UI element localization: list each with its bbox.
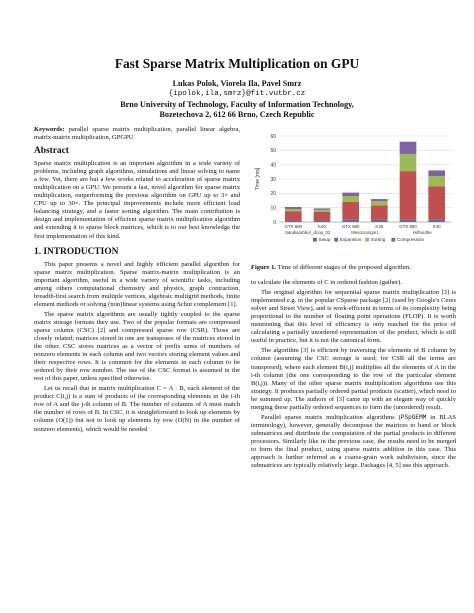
bar-segment xyxy=(314,210,331,212)
bar-segment xyxy=(371,206,388,220)
x-group-label: Sandia/ubbor_dcop_02 xyxy=(284,230,331,235)
affiliation-line-2: Bozetechova 2, 612 66 Brno, Czech Republic xyxy=(159,110,315,120)
legend-swatch xyxy=(365,238,369,242)
paper-title: Fast Sparse Matrix Multiplication on GPU xyxy=(114,56,360,71)
bar-segment xyxy=(400,171,417,220)
abstract-heading: Abstract xyxy=(34,146,69,157)
intro-paragraph-2: The sparse matrix algorithms are usually tightly coupled to the sparse matrix storage formats they use. Two of the popular formats are compressed sparse column (CSC) [2] and compressed sparse row (CSR). Those are closely related; matrices stored in one are transposes of the matrices stored in the other. CSC stores matrices as a vector of prefix sums of numbers of nonzero elements in each column and two vectors storing element values and their respective rows. It is common for the elements in each column to be ordered by their row number. The use of the CSC format is assumed in the rest of this paper, unless specified otherwise. xyxy=(34,310,240,383)
right-paragraph-1: to calculate the elements of C in ordered fashion (gather). xyxy=(251,279,402,287)
x-tick-label: K40 xyxy=(432,224,441,229)
chart-legend xyxy=(313,237,424,242)
legend-swatch xyxy=(391,238,395,242)
y-tick-label: 40 xyxy=(270,162,276,169)
x-tick-label: K40 xyxy=(375,224,384,229)
author-names: Lukas Polok, Viorela Ila, Pavel Smrz xyxy=(172,79,302,88)
pspgemm-term: PSpGEMM xyxy=(400,413,427,421)
right-paragraph-4-lead: Parallel sparse matrix multiplication algorithms ( xyxy=(261,413,401,421)
bar-segment xyxy=(400,142,417,154)
y-tick-label: 0 xyxy=(273,219,276,226)
y-axis-label: Time [ms] xyxy=(255,167,261,191)
legend-label: Compression xyxy=(396,237,425,242)
left-column xyxy=(34,126,240,436)
keywords-text: parallel sparse matrix multiplication, parallel linear algebra, matrix-matrix multiplication, GPGPU xyxy=(34,126,241,142)
right-paragraph-2: The original algorithm for sequential sparse matrix multiplication [3] is implemented e.g. in the popular CSparse package [2] (used by Google's Ceres solver and Street View), and is work-efficient in terms of its complexity being proportional to the number of floating point operations (FLOP). It is worth mentioning that this level of efficiency is only reached for the price of calculating a partially unordered representation of the product, which is still useful in practice, but it is not the canonical form. xyxy=(251,289,456,345)
chart-bars xyxy=(285,142,445,222)
legend-swatch xyxy=(334,238,338,242)
bar-segment xyxy=(371,201,388,205)
legend-label: Expansion xyxy=(339,237,362,242)
right-paragraph-3: The algorithm [3] is efficient by traversing the elements of B column by column (assuming the CSC storage is used; for CSR all the terms are transposed), where each element B(i,j) multiplies all the elements of A in the i-th column (the one corresponding to the row of the particular element B(i,j)). Many of the other sparse matrix multiplication algorithms use this strategy. It produces partially ordered partial products (scatter), which need to be summed up. The authors of [3] came up with an elegant way of quickly merging these partially ordered sequences to form the (unordered) result. xyxy=(251,347,456,411)
keywords xyxy=(34,126,240,142)
right-paragraph-4 xyxy=(251,414,456,470)
bar-segment xyxy=(285,207,302,209)
chart-grid xyxy=(279,136,451,222)
y-tick-label: 60 xyxy=(270,133,276,140)
figure-1-caption-text: Time of different stages of the proposed algorithm. xyxy=(277,264,411,271)
abstract-text: Sparse matrix multiplication is an important algorithm in a wide variety of problems, including graph algorithms, simulations and linear solving to name a few. Yet, there are but a few works related to acceleration of sparse matrix multiplication on a GPU. We present a fast, novel algorithm for sparse matrix multiplication, outperforming the previous algorithm on GPU up to 3× and CPU up to 30×. The principal improvements include more efficient load balancing strategy, and a faster sorting algorithm. The main contribution is design and implementation of efficient sparse matrix multiplication algorithm and extending it to sparse block matrices, which is to our best knowledge the first implementation of this kind. xyxy=(34,160,240,240)
bar-segment xyxy=(285,211,302,220)
bar-segment xyxy=(314,208,331,209)
figure-1-label: Figure 1. xyxy=(251,264,276,271)
legend-swatch xyxy=(313,238,317,242)
bar-segment xyxy=(342,193,359,197)
y-tick-label: 10 xyxy=(270,205,276,212)
bar-segment xyxy=(371,199,388,201)
bar-segment xyxy=(428,220,445,222)
bar-segment xyxy=(342,202,359,220)
bar-segment xyxy=(400,220,417,222)
stacked-bar-chart xyxy=(251,128,456,260)
introduction-heading: 1. INTRODUCTION xyxy=(34,246,119,257)
bar-segment xyxy=(428,170,445,176)
right-column xyxy=(251,128,456,472)
legend-label: Setup xyxy=(318,237,331,242)
x-tick-label: GTX 680 xyxy=(399,224,417,229)
bar-segment xyxy=(314,212,331,221)
x-tick-label: GTX 680 xyxy=(284,224,303,229)
author-block xyxy=(0,79,474,121)
keywords-label: Keywords: xyxy=(34,126,65,133)
legend-label: Sorting xyxy=(370,237,386,242)
figure-1-chart xyxy=(251,128,456,260)
bar-segment xyxy=(342,196,359,202)
x-tick-label: K40 xyxy=(318,224,326,229)
bar-segment xyxy=(428,186,445,220)
author-email: {ipolok,ila,smrz}@fit.vutbr.cz xyxy=(168,90,306,99)
bar-segment xyxy=(285,209,302,211)
intro-paragraph-3: Let us recall that in matrix multiplication C = A · B, each element of the product C(i,j) is a sum of products of the corresponding elements in the i-th row of A and the j-th column of B. The number of columns of A must match the number of rows of B. In CSC, it is straightforward to look up elements by column (O(1)) but not to look up elements by row (O(N) in the number of nonzero elements), which would be needed xyxy=(34,385,240,433)
bar-segment xyxy=(342,220,359,222)
affiliation-line-1: Brno University of Technology, Faculty of Information Technology, xyxy=(120,99,354,109)
bar-segment xyxy=(400,154,417,171)
bar-segment xyxy=(428,176,445,186)
figure-1-caption xyxy=(251,264,456,272)
x-tick-label: GTX 680 xyxy=(341,224,360,229)
x-group-label: Mesozoo/gm1 xyxy=(351,230,379,235)
y-tick-label: 30 xyxy=(270,176,276,183)
x-group-label: Hi/bouthe xyxy=(412,230,432,235)
y-tick-label: 50 xyxy=(270,148,276,155)
intro-paragraph-1: This paper presents a novel and highly efficient parallel algorithm for sparse matrix multiplication. Sparse matrix-matrix multiplication is an important algorithm, useful in a wide variety of scientific tasks, including among others computational chemistry and physics, graph contraction, breadth-first search from multiple vertices, algebraic multigrid methods, finite element methods or solving (non)linear systems using Schur complement [1]. xyxy=(34,260,240,308)
bar-segment xyxy=(371,220,388,222)
y-tick-label: 20 xyxy=(270,191,276,198)
right-paragraph-4-body: in BLAS terminology), however, generally decompose the matrices to band or block submatrices and distribute the computation of the partial products to different processors. Similarly like in the previous case, the results need to be merged to form the final product, using sparse matrix addition in this case. This approach is further referred as a coarse-grain work subdivision, since the submatrices are typically relatively large. Packages [4, 5] use this approach. xyxy=(251,413,457,470)
